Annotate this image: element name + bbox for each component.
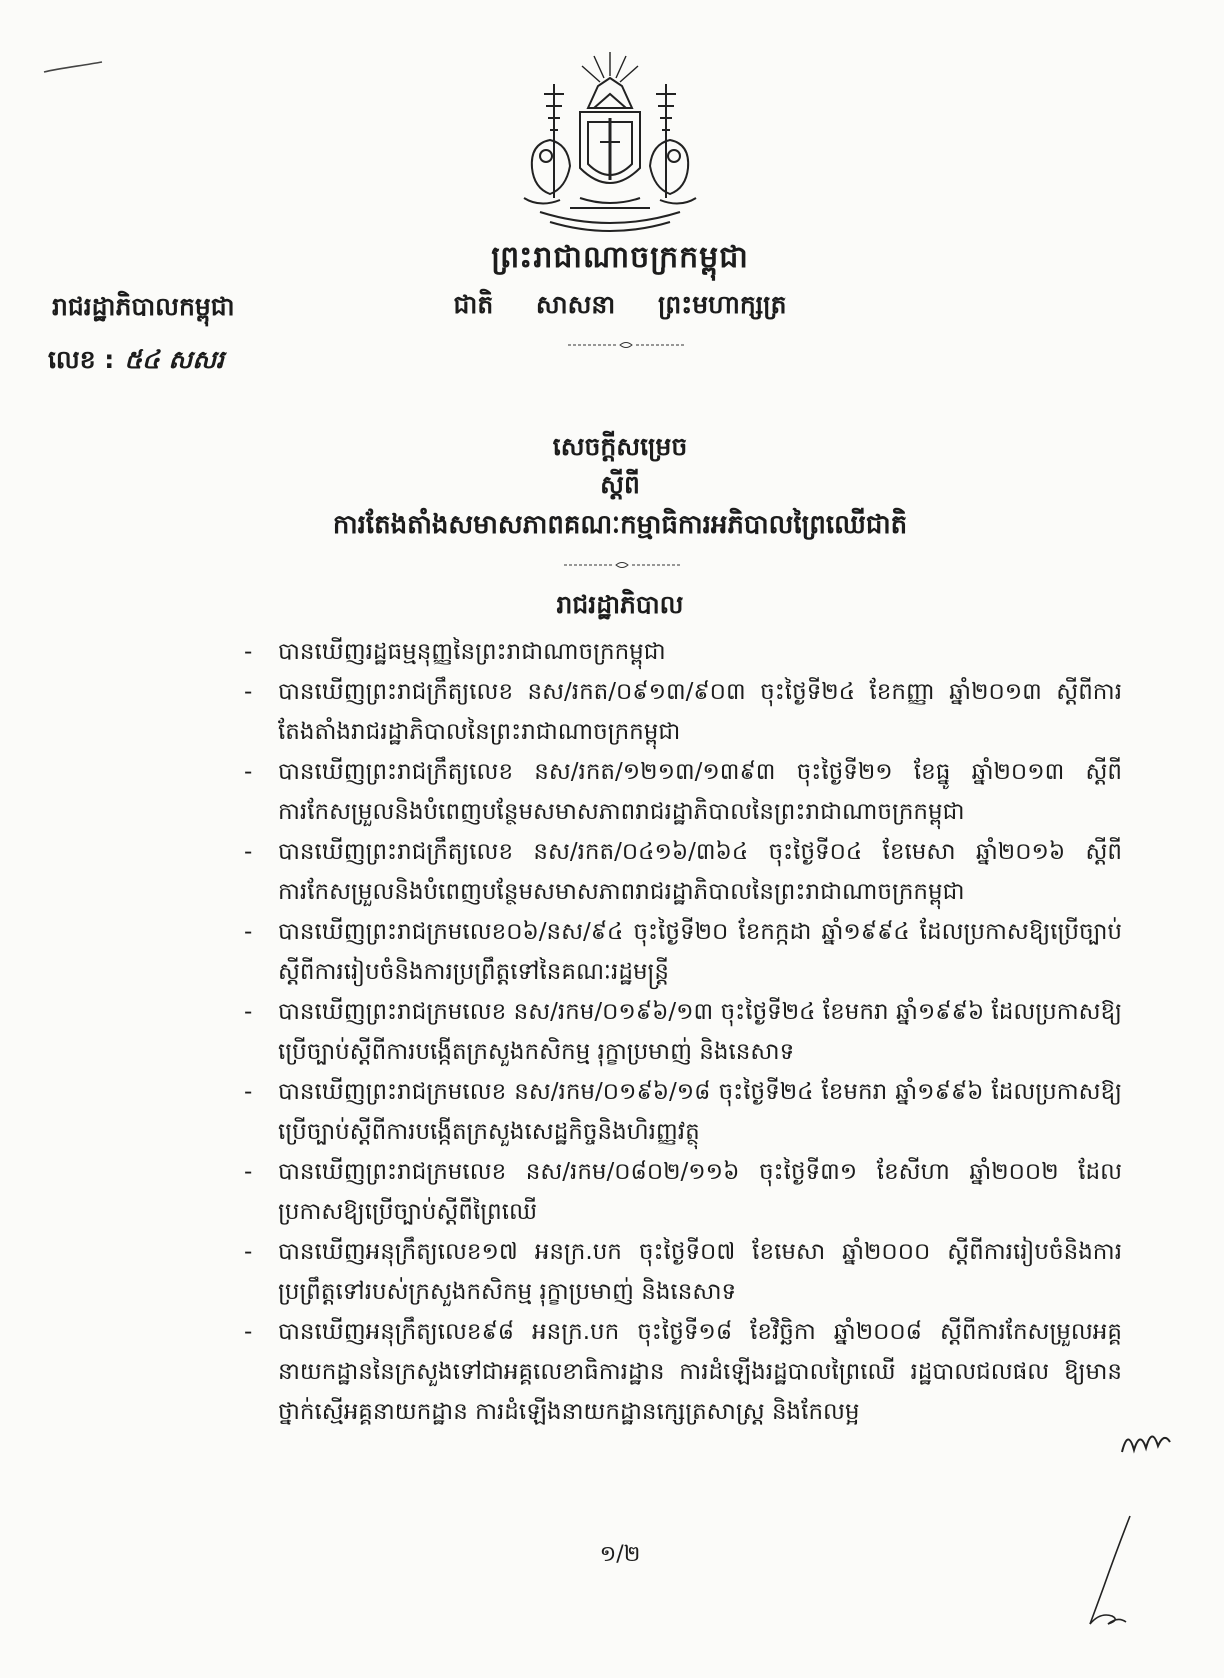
stray-pen-mark-icon <box>40 58 110 78</box>
document-number <box>48 345 224 381</box>
subject-preposition: ស្តីពី <box>600 470 640 499</box>
consideration-item: - បានឃើញព្រះរាជក្រមលេខ០៦/នស/៩៤ ចុះថ្ងៃទី២០ ខែកក្កដា ឆ្នាំ១៩៩៤ ដែលប្រកាសឱ្យប្រើច្បាប់ស្តីពីការរៀបចំនិងការប្រព្រឹត្តទៅនៃគណៈរដ្ឋមន្ត្រី <box>242 912 1122 992</box>
consideration-item: - បានឃើញអនុក្រឹត្យលេខ៩៨ អនក្រ.បក ចុះថ្ងៃទី១៨ ខែវិច្ឆិកា ឆ្នាំ២០០៨ ស្តីពីការកែសម្រួលអគ្គនាយកដ្ឋាននៃក្រសួងទៅជាអគ្គលេខាធិការដ្ឋាន ការដំឡើងរដ្ឋបាលព្រៃឈើ រដ្ឋបាលជលផល ឱ្យមានថ្នាក់ស្មើអគ្គនាយកដ្ឋាន ការដំឡើងនាយកដ្ឋានក្សេត្រសាស្ត្រ និងកែលម្អ <box>242 1312 1122 1432</box>
document-type-title: សេចក្តីសម្រេច <box>552 432 688 461</box>
consideration-item: - បានឃើញអនុក្រឹត្យលេខ១៧ អនក្រ.បក ចុះថ្ងៃទី០៧ ខែមេសា ឆ្នាំ២០០០ ស្តីពីការរៀបចំនិងការប្រព្រឹត្តទៅរបស់ក្រសួងកសិកម្ម រុក្ខាប្រមាញ់ និងនេសាទ <box>242 1232 1122 1312</box>
decision-subject: ការតែងតាំងសមាសភាពគណៈកម្មាធិការអភិបាលព្រៃឈើជាតិ <box>332 510 908 540</box>
decorative-divider-icon <box>562 560 682 570</box>
consideration-item: - បានឃើញព្រះរាជក្រឹត្យលេខ នស/រកត/១២១៣/១៣៩៣ ចុះថ្ងៃទី២១ ខែធ្នូ ឆ្នាំ២០១៣ ស្តីពីការកែសម្រួលនិងបំពេញបន្ថែមសមាសភាពរាជរដ្ឋាភិបាលនៃព្រះរាជាណាចក្រកម្ពុជា <box>242 752 1122 832</box>
document-number-value: ៥៤ សសរ <box>124 345 224 374</box>
initials-mark-icon <box>1118 1422 1174 1462</box>
handwritten-signature-icon <box>1060 1512 1160 1632</box>
royal-coat-of-arms-icon <box>510 48 710 240</box>
decorative-divider-icon <box>566 340 686 350</box>
consideration-item: - បានឃើញព្រះរាជក្រឹត្យលេខ នស/រកត/០៩១៣/៩០៣ ចុះថ្ងៃទី២៤ ខែកញ្ញា ឆ្នាំ២០១៣ ស្តីពីការតែងតាំងរាជរដ្ឋាភិបាលនៃព្រះរាជាណាចក្រកម្ពុជា <box>242 672 1122 752</box>
issuing-body-heading: រាជរដ្ឋាភិបាល <box>556 590 684 619</box>
consideration-item: - បានឃើញរដ្ឋធម្មនុញ្ញនៃព្រះរាជាណាចក្រកម្ពុជា <box>242 632 1122 672</box>
issuing-authority-name: រាជរដ្ឋាភិបាលកម្ពុជា <box>52 292 235 321</box>
page-number: ១/២ <box>599 1542 641 1567</box>
document-number-label: លេខ : <box>48 345 115 374</box>
consideration-item: - បានឃើញព្រះរាជក្រមលេខ នស/រកម/០១៩៦/១៣ ចុះថ្ងៃទី២៤ ខែមករា ឆ្នាំ១៩៩៦ ដែលប្រកាសឱ្យប្រើច្បាប់ស្តីពីការបង្កើតក្រសួងកសិកម្ម រុក្ខាប្រមាញ់ និងនេសាទ <box>242 992 1122 1072</box>
consideration-item: - បានឃើញព្រះរាជក្រឹត្យលេខ នស/រកត/០៤១៦/៣៦៤ ចុះថ្ងៃទី០៤ ខែមេសា ឆ្នាំ២០១៦ ស្តីពីការកែសម្រួលនិងបំពេញបន្ថែមសមាសភាពរាជរដ្ឋាភិបាលនៃព្រះរាជាណាចក្រកម្ពុជា <box>242 832 1122 912</box>
consideration-item: - បានឃើញព្រះរាជក្រមលេខ នស/រកម/០១៩៦/១៨ ចុះថ្ងៃទី២៤ ខែមករា ឆ្នាំ១៩៩៦ ដែលប្រកាសឱ្យប្រើច្បាប់ស្តីពីការបង្កើតក្រសួងសេដ្ឋកិច្ចនិងហិរញ្ញវត្ថុ <box>242 1072 1122 1152</box>
national-motto: ជាតិ សាសនា ព្រះមហាក្សត្រ <box>453 290 787 319</box>
consideration-item: - បានឃើញព្រះរាជក្រមលេខ នស/រកម/០៨០២/១១៦ ចុះថ្ងៃទី៣១ ខែសីហា ឆ្នាំ២០០២ ដែលប្រកាសឱ្យប្រើច្បាប់ស្តីពីព្រៃឈើ <box>242 1152 1122 1232</box>
considerations-list <box>242 632 1122 1432</box>
kingdom-heading: ព្រះរាជាណាចក្រកម្ពុជា <box>491 240 749 275</box>
